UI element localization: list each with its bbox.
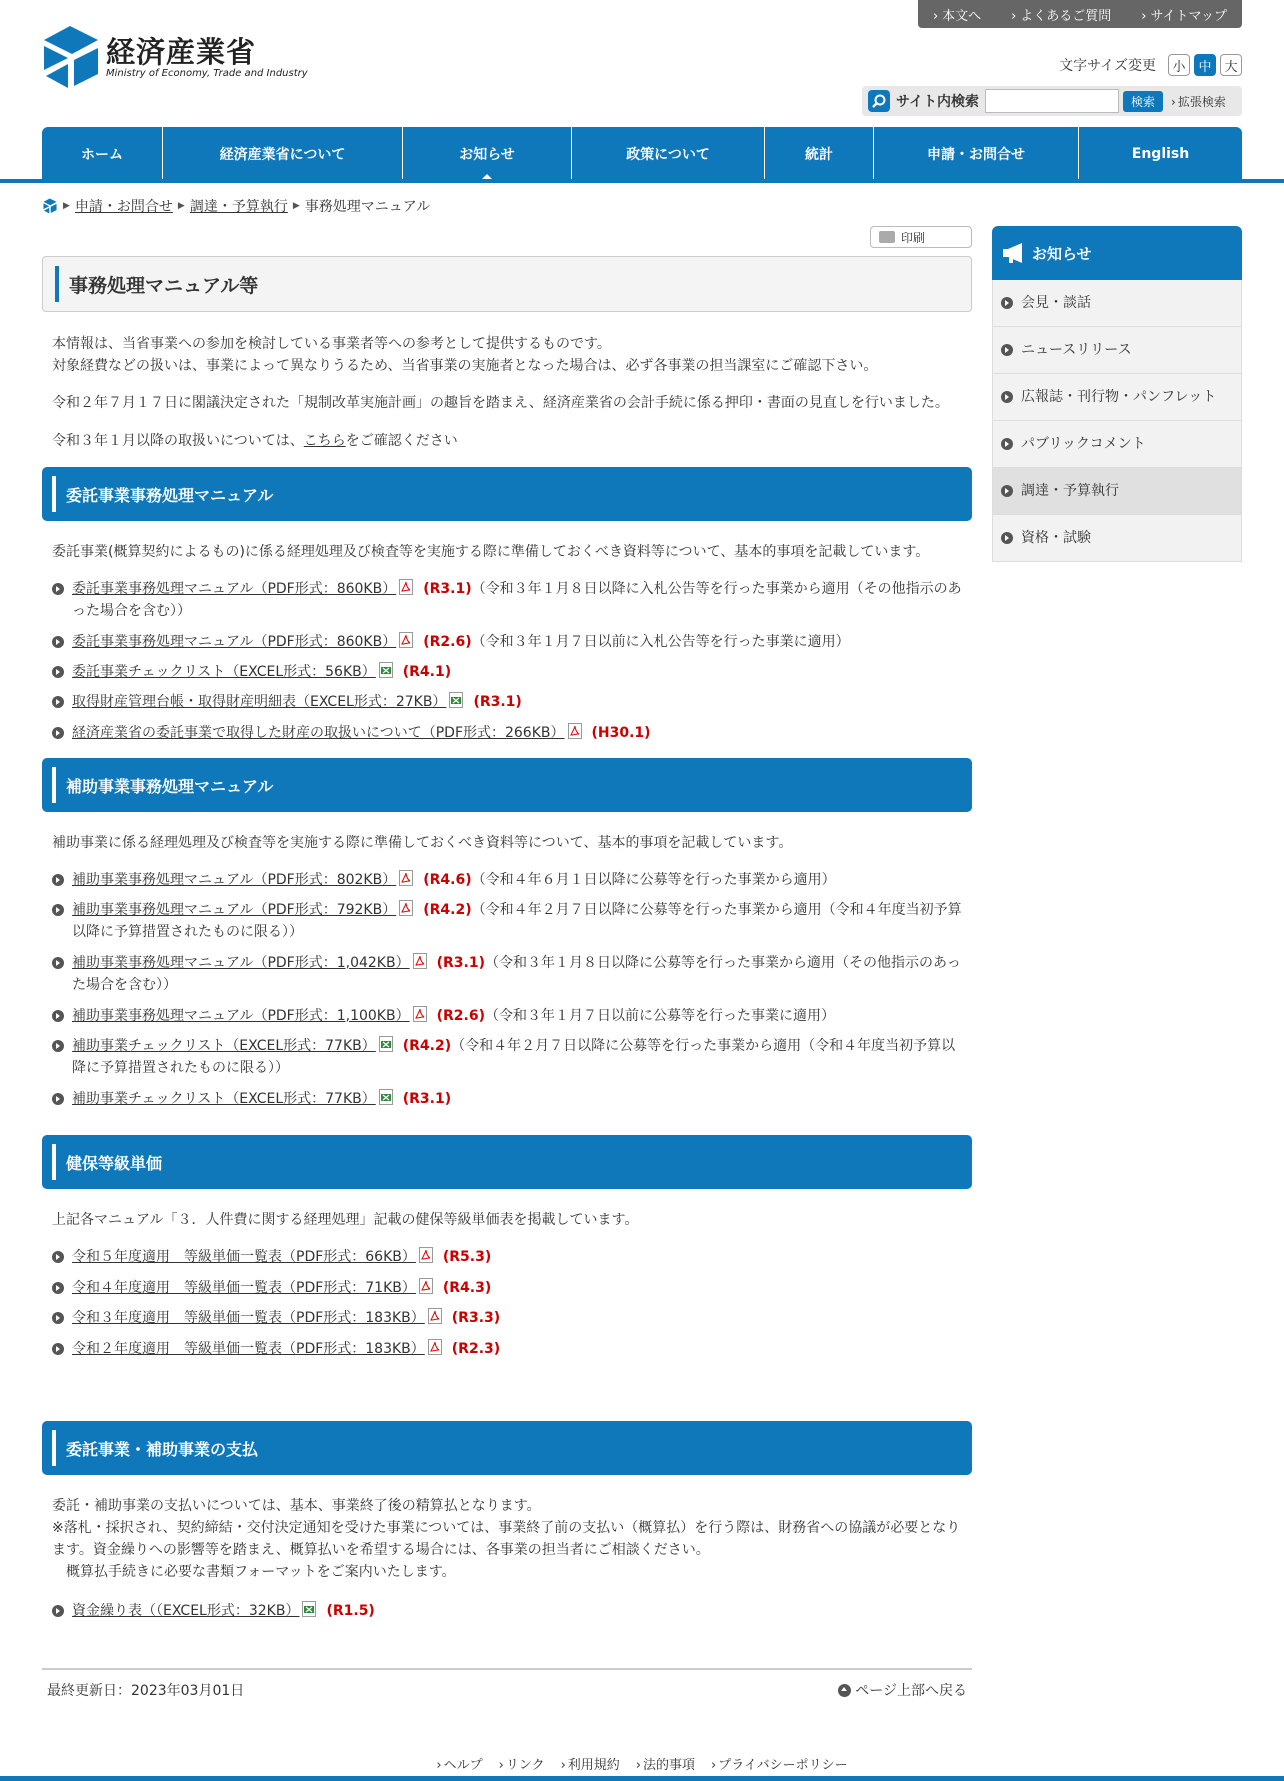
section-desc-shiharai: 委託・補助事業の支払いについては、基本、事業終了後の精算払となります。 ※落札・採択され、契約締結・交付決定通知を受けた事業については、事業終了前の支払い（概算払）を行う際は、財務省への協議が必要となります。資金繰りへの影響等を踏まえ、概算払いを希望する場合には、各事業の担当者にご相談ください。 概算払手続きに必要な書類フォーマットをご案内いたします。: [52, 1498, 961, 1580]
breadcrumb-applications[interactable]: 申請・お問合せ: [74, 199, 173, 215]
pdf-file-icon: [428, 1308, 442, 1324]
sidebar-item[interactable]: [992, 515, 1242, 562]
pdf-file-icon: [568, 723, 582, 739]
list-item: [52, 631, 967, 653]
list-item: [52, 1088, 967, 1110]
arrow-up-icon: [838, 1684, 851, 1697]
section-desc-itaku: 委託事業(概算契約によるもの)に係る経理処理及び検査等を実施する際に準備しておくべき資料等について、基本的事項を記載しています。: [52, 544, 930, 560]
intro-paragraph-2: 令和２年７月１７日に閣議決定された「規制改革実施計画」の趣旨を踏まえ、経済産業省の会計手続に係る押印・書面の見直しを行いました。: [52, 395, 949, 411]
footer-link-legal[interactable]: › 法的事項: [636, 1754, 695, 1773]
circle-arrow-icon: [52, 957, 64, 969]
document-link[interactable]: 資金繰り表（（EXCEL形式：32KB）: [72, 1603, 300, 1619]
version-label: (R2.6): [423, 634, 472, 650]
applicability-note: （令和３年１月８日以降に公募等を行った事業から適用（その他指示のあった場合を含む））: [72, 955, 961, 993]
circle-arrow-icon: [52, 583, 64, 595]
breadcrumb: [42, 196, 430, 216]
circle-arrow-icon: [1001, 438, 1013, 450]
list-item: [52, 1600, 967, 1622]
global-nav: [42, 127, 1242, 181]
font-size-medium-button[interactable]: 中: [1194, 54, 1216, 76]
applicability-note: （令和４年２月７日以降に公募等を行った事業から適用（令和４年度当初予算以降に予算措置されたものに限る））: [72, 902, 962, 940]
document-link[interactable]: 補助事業事務処理マニュアル（PDF形式：1,100KB）: [72, 1008, 410, 1024]
list-item: [52, 1246, 967, 1268]
version-label: (R3.3): [451, 1310, 501, 1326]
circle-arrow-icon: [52, 696, 64, 708]
utility-link-faq[interactable]: › よくあるご質問: [1011, 5, 1111, 24]
circle-arrow-icon: [52, 1282, 64, 1294]
pdf-file-icon: [428, 1339, 442, 1355]
sidebar: [992, 226, 1242, 562]
document-link[interactable]: 委託事業チェックリスト（EXCEL形式：56KB）: [72, 664, 376, 680]
version-label: (R1.5): [326, 1603, 375, 1619]
pdf-file-icon: [399, 870, 413, 886]
list-item: [52, 1277, 967, 1299]
version-label: (R2.6): [436, 1008, 485, 1024]
search-input[interactable]: [985, 89, 1119, 113]
logo-japanese-name: 経済産業省: [106, 34, 257, 69]
font-size-large-button[interactable]: 大: [1220, 54, 1242, 76]
list-item: [52, 1338, 967, 1360]
sidebar-title: お知らせ: [1032, 244, 1092, 263]
nav-news[interactable]: お知らせ: [403, 127, 572, 181]
document-link[interactable]: 令和４年度適用 等級単価一覧表（PDF形式：71KB）: [72, 1280, 416, 1296]
sidebar-item-label: 会見・談話: [1021, 295, 1091, 311]
version-label: (R4.6): [423, 872, 472, 888]
list-item: [52, 722, 967, 744]
pdf-file-icon: [419, 1278, 433, 1294]
circle-arrow-icon: [52, 874, 64, 886]
document-link[interactable]: 委託事業事務処理マニュアル（PDF形式：860KB）: [72, 581, 397, 597]
utility-nav: [918, 0, 1242, 28]
utility-link-sitemap[interactable]: › サイトマップ: [1141, 5, 1227, 24]
last-updated: 最終更新日：2023年03月01日: [47, 1683, 245, 1699]
extended-search-link[interactable]: › 拡張検索: [1171, 93, 1226, 110]
intro-paragraph-3: 令和３年１月以降の取扱いについては、こちらをご確認ください: [52, 433, 458, 449]
footer-link-terms[interactable]: › 利用規約: [561, 1754, 620, 1773]
excel-file-icon: [449, 692, 463, 708]
document-link[interactable]: 補助事業チェックリスト（EXCEL形式：77KB）: [72, 1091, 376, 1107]
footer-link-links[interactable]: › リンク: [499, 1754, 545, 1773]
version-label: (R3.1): [436, 955, 485, 971]
applicability-note: （令和４年６月１日以降に公募等を行った事業から適用）: [471, 872, 836, 888]
nav-underline: [0, 179, 1284, 183]
excel-file-icon: [302, 1601, 316, 1617]
circle-arrow-icon: [52, 1010, 64, 1022]
circle-arrow-icon: [1001, 297, 1013, 309]
document-link[interactable]: 補助事業事務処理マニュアル（PDF形式：802KB）: [72, 872, 397, 888]
excel-file-icon: [379, 1036, 393, 1052]
utility-link-main[interactable]: › 本文へ: [933, 5, 981, 24]
print-button[interactable]: [870, 226, 972, 248]
breadcrumb-separator-icon: ▶: [177, 201, 185, 211]
footer-bar: [0, 1776, 1284, 1781]
circle-arrow-icon: [52, 1093, 64, 1105]
circle-arrow-icon: [1001, 344, 1013, 356]
pdf-file-icon: [399, 632, 413, 648]
document-link[interactable]: 令和５年度適用 等級単価一覧表（PDF形式：66KB）: [72, 1249, 416, 1265]
pdf-file-icon: [413, 953, 427, 969]
footer-links: [0, 1754, 1284, 1773]
search-button[interactable]: 検索: [1123, 91, 1163, 112]
search-icon: [868, 90, 890, 112]
page-title: 事務処理マニュアル等: [69, 274, 259, 297]
intro-paragraph-1: 本情報は、当省事業への参加を検討している事業者等への参考として提供するものです。 対象経費などの扱いは、事業によって異なりうるため、当省事業の実施者となった場合は、必ず各事業の担当課室にご確認下さい。: [52, 336, 878, 374]
excel-file-icon: [379, 1089, 393, 1105]
logo-english-name: Ministry of Economy, Trade and Industry: [106, 67, 308, 79]
circle-arrow-icon: [1001, 485, 1013, 497]
sidebar-item-label: 広報誌・刊行物・パンフレット: [1021, 389, 1217, 405]
breadcrumb-separator-icon: ▶: [63, 201, 70, 211]
list-item: [52, 1035, 967, 1079]
list-item: [52, 578, 967, 622]
circle-arrow-icon: [52, 1251, 64, 1263]
version-label: (H30.1): [591, 725, 651, 741]
document-link[interactable]: 委託事業事務処理マニュアル（PDF形式：860KB）: [72, 634, 397, 650]
circle-arrow-icon: [1001, 391, 1013, 403]
applicability-note: （令和３年１月７日以前に入札公告等を行った事業に適用）: [471, 634, 850, 650]
sidebar-item[interactable]: [992, 327, 1242, 374]
version-label: (R4.3): [442, 1280, 492, 1296]
list-item: [52, 691, 967, 713]
sidebar-item[interactable]: [992, 468, 1242, 515]
sidebar-item[interactable]: [992, 280, 1242, 327]
nav-statistics[interactable]: 統計: [765, 127, 874, 181]
section-heading-itaku: 委託事業事務処理マニュアル: [42, 467, 972, 521]
footer-link-help[interactable]: › ヘルプ: [436, 1754, 482, 1773]
sidebar-item[interactable]: [992, 374, 1242, 421]
section-desc-kenpo: 上記各マニュアル「３．人件費に関する経理処理」記載の健保等級単価表を掲載しています。: [52, 1212, 639, 1228]
sidebar-heading[interactable]: [992, 226, 1242, 280]
page-top-link[interactable]: ページ上部へ戻る: [838, 1680, 967, 1700]
version-label: (R3.1): [423, 581, 472, 597]
section-heading-hojo: 補助事業事務処理マニュアル: [42, 758, 972, 812]
excel-file-icon: [379, 662, 393, 678]
document-link[interactable]: 令和３年度適用 等級単価一覧表（PDF形式：183KB）: [72, 1310, 425, 1326]
nav-english[interactable]: English: [1131, 146, 1190, 162]
list-item: [52, 869, 967, 891]
document-link[interactable]: 補助事業事務処理マニュアル（PDF形式：792KB）: [72, 902, 397, 918]
list-item: [52, 1005, 967, 1027]
version-label: (R3.1): [402, 1091, 452, 1107]
version-label: (R3.1): [473, 694, 522, 710]
nav-policy[interactable]: 政策について: [572, 127, 765, 181]
font-size-small-button[interactable]: 小: [1168, 54, 1190, 76]
document-link[interactable]: 令和２年度適用 等級単価一覧表（PDF形式：183KB）: [72, 1341, 425, 1357]
applicability-note: （令和３年１月７日以前に公募等を行った事業に適用）: [484, 1008, 835, 1024]
search-label: サイト内検索: [896, 94, 980, 110]
here-link[interactable]: こちら: [303, 433, 346, 449]
font-size-switcher: [1059, 54, 1242, 76]
sidebar-item-label: ニュースリリース: [1021, 342, 1132, 358]
page-title-box: [42, 256, 972, 312]
list-item: [52, 899, 967, 943]
document-link[interactable]: 補助事業チェックリスト（EXCEL形式：77KB）: [72, 1038, 376, 1054]
nav-about[interactable]: 経済産業省について: [163, 127, 403, 181]
megaphone-icon: [1002, 242, 1026, 264]
sidebar-item-label: パブリックコメント: [1021, 436, 1146, 452]
circle-arrow-icon: [52, 904, 64, 916]
circle-arrow-icon: [52, 666, 64, 678]
nav-home[interactable]: ホーム: [42, 127, 163, 181]
sidebar-item[interactable]: [992, 421, 1242, 468]
document-link[interactable]: 補助事業事務処理マニュアル（PDF形式：1,042KB）: [72, 955, 410, 971]
section-desc-hojo: 補助事業に係る経理処理及び検査等を実施する際に準備しておくべき資料等について、基本的事項を記載しています。: [52, 835, 793, 851]
footer-divider: [42, 1668, 972, 1670]
circle-arrow-icon: [1001, 532, 1013, 544]
section-heading-kenpo: 健保等級単価: [42, 1135, 972, 1189]
list-item: [52, 1307, 967, 1329]
nav-applications[interactable]: 申請・お問合せ: [874, 127, 1079, 181]
breadcrumb-separator-icon: ▶: [292, 201, 300, 211]
meti-logo-icon: [42, 24, 100, 90]
applicability-note: （令和４年２月７日以降に公募等を行った事業から適用（令和４年度当初予算以降に予算措置されたものに限る））: [72, 1038, 956, 1076]
pdf-file-icon: [399, 579, 413, 595]
circle-arrow-icon: [52, 1343, 64, 1355]
circle-arrow-icon: [52, 1312, 64, 1324]
list-item: [52, 952, 967, 996]
home-logo-icon[interactable]: [42, 198, 58, 214]
pdf-file-icon: [413, 1006, 427, 1022]
applicability-note: （令和３年１月８日以降に入札公告等を行った事業から適用（その他指示のあった場合を含む））: [72, 581, 962, 619]
pdf-file-icon: [399, 900, 413, 916]
version-label: (R4.2): [423, 902, 472, 918]
footer-link-privacy[interactable]: › プライバシーポリシー: [711, 1754, 848, 1773]
circle-arrow-icon: [52, 636, 64, 648]
breadcrumb-current: 事務処理マニュアル: [304, 199, 431, 215]
print-label: 印刷: [901, 230, 926, 245]
pdf-file-icon: [419, 1247, 433, 1263]
version-label: (R4.1): [402, 664, 452, 680]
sidebar-item-label: 資格・試験: [1021, 530, 1091, 546]
site-logo[interactable]: [42, 24, 308, 90]
circle-arrow-icon: [52, 1040, 64, 1052]
version-label: (R2.3): [451, 1341, 501, 1357]
site-search: [862, 86, 1242, 116]
breadcrumb-procurement[interactable]: 調達・予算執行: [189, 199, 288, 215]
list-item: [52, 661, 967, 683]
circle-arrow-icon: [52, 727, 64, 739]
circle-arrow-icon: [52, 1605, 64, 1617]
printer-icon: [879, 231, 895, 243]
font-size-label: 文字サイズ変更: [1059, 58, 1156, 74]
document-link[interactable]: 経済産業省の委託事業で取得した財産の取扱いについて（PDF形式：266KB）: [72, 725, 565, 741]
version-label: (R4.2): [402, 1038, 452, 1054]
section-heading-shiharai: 委託事業・補助事業の支払: [42, 1421, 972, 1475]
document-link[interactable]: 取得財産管理台帳・取得財産明細表（EXCEL形式：27KB）: [72, 694, 447, 710]
version-label: (R5.3): [442, 1249, 492, 1265]
sidebar-item-label: 調達・予算執行: [1021, 483, 1119, 499]
